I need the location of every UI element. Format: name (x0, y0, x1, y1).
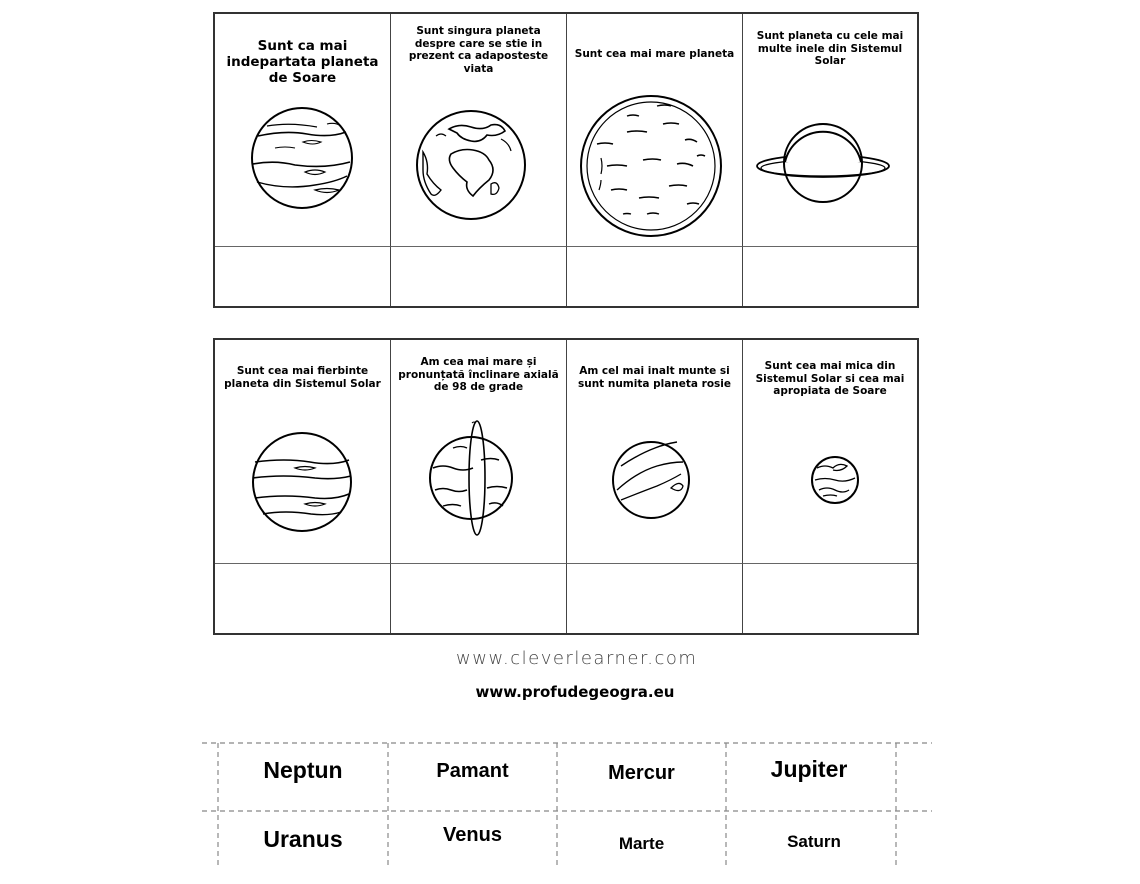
card-jupiter[interactable]: Jupiter (770, 756, 848, 782)
clue-text-3: Sunt cea mai mare planeta (574, 48, 735, 60)
clue-text-4: Sunt planeta cu cele mai multe inele din Sistemul Solar (756, 30, 904, 67)
card-pamant[interactable]: Pamant (436, 760, 509, 782)
card-marte[interactable]: Marte (618, 834, 665, 853)
clue-text-6: Am cea mai mare și pronunțată înclinare axială de 98 de grade (398, 356, 559, 393)
card-venus[interactable]: Venus (443, 824, 502, 846)
site-profudegeogra: www.profudegeogra.eu (475, 683, 675, 701)
card-mercur[interactable]: Mercur (608, 762, 675, 784)
card-neptun[interactable]: Neptun (263, 757, 343, 783)
clue-text-1: Sunt ca mai indepartata planeta de Soare (226, 38, 379, 86)
clue-text-2: Sunt singura planeta despre care se stie in prezent ca adaposteste viata (408, 25, 549, 75)
card-uranus[interactable]: Uranus (263, 826, 343, 852)
clue-text-5: Sunt cea mai fierbinte planeta din Sistemul Solar (224, 365, 381, 390)
clue-text-7: Am cel mai inalt munte si sunt numita planeta rosie (577, 365, 732, 390)
clue-text-8: Sunt cea mai mica din Sistemul Solar si cea mai apropiata de Soare (755, 360, 905, 397)
card-saturn[interactable]: Saturn (787, 832, 841, 851)
site-cleverlearner: www.cleverlearner.com (456, 648, 698, 669)
